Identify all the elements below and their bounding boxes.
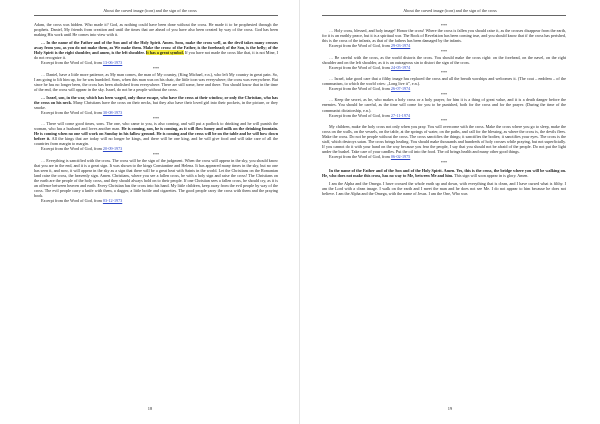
source-label: Excerpt from the Word of God, from — [329, 86, 391, 92]
paragraph: … Everything is sanctified with the cross. The cross will be the sign of the judgment. When the cross will appear in the sky, you should know that you are in the end, and it is a great sign. It was shown to the kings Constantine and Helena. It has appeared many times in the sky, but no one has seen it, and now, it will appear in the sky as a sign that there will be a great heat with Saints in the world. Let the Christians on the Romanian land raise the cross, the heavenly sign. Amen. Christians, where you see a fallen cross, be with a holy sign and raise the cross! The Christians on the earth are the people of the holy cross, and they should always hold on to their people. If one Christian sees a fallen cross, he should cry, as it is an offence between heaven and earth. Every Christian has the cross into his hand. My little children, keep away from the evil people by way of the cross. The evil people carry a knife with them, a dagger, a little bottle and cigarettes. The good people carry the cross with them and the praying book. — [34, 157, 278, 199]
left-page-body — [34, 22, 278, 204]
source-label: Excerpt from the Word of God, from — [41, 109, 103, 115]
paragraph-bold — [34, 95, 278, 110]
bold-text: In the name of the Father and of the Son and of the Holy Spirit. Amen. Yes, this is the cross, the bridge where you will be walking on. He, who does not make this cross, has no way to Me, between Me and him. — [322, 167, 566, 178]
date-link[interactable]: 06-02-1975 — [390, 154, 411, 160]
date-link[interactable]: 29-03-1974 — [390, 43, 411, 49]
source-line — [322, 43, 566, 48]
source-line — [34, 146, 278, 151]
date-link[interactable]: 26-07-1974 — [390, 86, 411, 92]
bold-text: … In the name of the Father and of the Son and of the Holy Spirit. Amen. Sons, make the cross well, as the devil takes many crosses away from you, as you do not make them, as We make them. Make the cross: of the Father, is the forehead; of the Son, is the belly; of the Holy Spirit is the right shoulder, and amen, is the left shoulder. — [34, 40, 278, 56]
normal-text: Many Christians have the cross on their necks, but they also have their loved girl into their pockets, in the picture, or they smoke. — [34, 99, 278, 110]
paragraph-bold — [34, 40, 278, 60]
separator: *** — [440, 70, 448, 76]
paragraph: … Holy cross, blessed, and holy image! Honor the cross! Where the cross is fallen you should raise it, as the crosses disappear from the earth, for it is an earthly peace, but it is a spiritual war. The Book of Revelation has been coming true, and you should know that if the cross has perished, this is the cross of the infants, as that of the fathers has been damaged by the infants. — [322, 28, 566, 44]
running-header-right: About the carved image (icon) and the sign of the cross — [403, 8, 497, 13]
source-line — [322, 86, 566, 91]
source-label: Excerpt from the Word of God, from — [329, 154, 391, 160]
separator: *** — [440, 159, 448, 165]
separator: *** — [152, 115, 160, 121]
separator: *** — [152, 65, 160, 71]
bold-text: He is coming, son, he is coming, as it will flow honey and milk on the drinking fountain. He is coming when no one will work on Sunday in his fallow ground. He is coming and the cross will be on the table and he will bow down before it. — [34, 126, 278, 142]
source-line — [322, 65, 566, 70]
separator: *** — [152, 152, 160, 158]
paragraph: I am the Alpha and the Omega. I have crossed the whole earth up and down, with everything that is clean, and I have cursed what is filthy. I am the Lord with a clean image. I walk on the earth and I meet the man and he does not see Me. I do not appear to him because he does not believe. I am the Alpha and the Omega, with the name of Jesus. I am the One, Who was — [322, 180, 566, 196]
paragraph: … Israel, take good care that a filthy image has replaced the cross and all the breath worships and welcomes it. (The coat – emblem – of the communism, to which the world cries: „Long live it”, e.n.). — [322, 76, 566, 87]
paragraph: Adam, the cross was hidden. Who made it? God, as nothing could have been done without the cross. He made it to be prophesied through the prophets. Daniel, My friends from creation and until the times that are ahead of you have also been created by way of the cross. God has been making His work until He comes into view with it. — [34, 22, 278, 38]
separator: *** — [440, 49, 448, 55]
normal-text: This sign will soon appear in is glory. Amen. — [453, 172, 529, 178]
header-rule-left — [34, 15, 278, 16]
paragraph-mixed — [34, 121, 278, 146]
normal-text: All the kings that are today will no longer be kings, and there will be one king, and he will give food and will take care of all the countries from margin to margin. — [34, 136, 278, 147]
running-header-left: About the carved image (icon) and the sign of the cross — [103, 8, 197, 13]
separator: *** — [440, 91, 448, 97]
date-link[interactable]: 27-11-1974 — [390, 112, 411, 118]
right-page — [300, 0, 600, 424]
normal-text: If you have not made the cross like that, it is not Mine, I do not recognize it. — [34, 50, 278, 61]
highlighted-text: It has a great symbol. — [145, 50, 184, 56]
bold-text: … Israel, son, in the war, which has been waged, only those escape, who have the cross at their window, or only the Christian, who has the cross on his neck. — [34, 94, 278, 105]
date-link[interactable]: 13-06-1973 — [102, 60, 123, 66]
source-label: Excerpt from the Word of God, from — [329, 64, 391, 70]
date-link[interactable]: 24-05-1974 — [390, 64, 411, 70]
source-line — [322, 113, 566, 118]
paragraph: My children, make the holy cross not only when you pray. You will overcome with the cross. Make the cross where you go to sleep, make the cross on the walls, on the vessels, on the table, at the springs of water, on the paths, and call for the blessing, as where the cross is, the devils flees. Make the cross. Do not be people without the cross. The cross sanctifies the things; it sanctifies the bodies; it sanctifies your eyes. The cross is the staff, which destroys satan. The cross brings healing. You should make thousands and hundreds of holy crosses while praying, but not superficially. If you cannot do it with your hand on the way because you fear the people, I say that you should not be afraid of the people. Do not put the light under the bushel. Take care of your candles. Put the oil into the food. The oil brings health and many other good things. — [322, 123, 566, 155]
paragraph: … Keep the secret, as he, who makes a holy cross or a holy prayer, for him it is a thing of great value, and it is a death danger before the enemies. You should be careful, as the time will come for you to be punished, both for the cross and for the prayer. (During the time of the communist dictatorship, e.n.). — [322, 97, 566, 113]
date-link[interactable]: 30-08-1973 — [102, 109, 123, 115]
source-line — [34, 110, 278, 115]
date-link[interactable]: 03-12-1973 — [102, 198, 123, 204]
page-number-right: 19 — [447, 406, 453, 411]
source-label: Excerpt from the Word of God, from — [41, 146, 103, 152]
date-link[interactable]: 20-09-1973 — [102, 146, 123, 152]
right-page-body — [322, 22, 566, 196]
separator: *** — [440, 118, 448, 124]
page-number-left: 18 — [147, 406, 153, 411]
normal-text: … There will come good times, sons. The one, who came to you, is also coming, and will put a padlock to drinking and he will punish the woman, who has a husband and loves another man. — [34, 121, 278, 132]
paragraph: … Daniel, have a little more patience, as My man comes, the man of My country, (King Michael, e.n.), who left My country in great pain. So, I am going to lift him up, for he was humbled. Sons, when this man was on his chair, the little icon was everywhere; the cross was everywhere. But since he has no longer been, the cross has been abolished from everywhere. There are still some, here and there. You should know that in the time of the end, the cross will appear in the sky. Israel, do not be a people without the cross. — [34, 71, 278, 92]
source-label: Excerpt from the Word of God, from — [41, 60, 103, 66]
source-line — [322, 154, 566, 159]
source-line — [34, 60, 278, 65]
source-label: Excerpt from the Word of God, from — [329, 112, 391, 118]
source-label: Excerpt from the Word of God, from — [329, 43, 391, 49]
header-rule-right — [322, 15, 566, 16]
source-label: Excerpt from the Word of God, from — [41, 198, 103, 204]
paragraph: … Be careful with the cross, as the world distorts the cross. You should make the cross right: on the forehead, on the navel, on the right shoulder and on the left shoulder, as it is an outrageous sin to distort the sign of the cross. — [322, 54, 566, 65]
paragraph-bold — [322, 168, 566, 178]
separator: *** — [440, 22, 448, 28]
source-line — [34, 198, 278, 203]
